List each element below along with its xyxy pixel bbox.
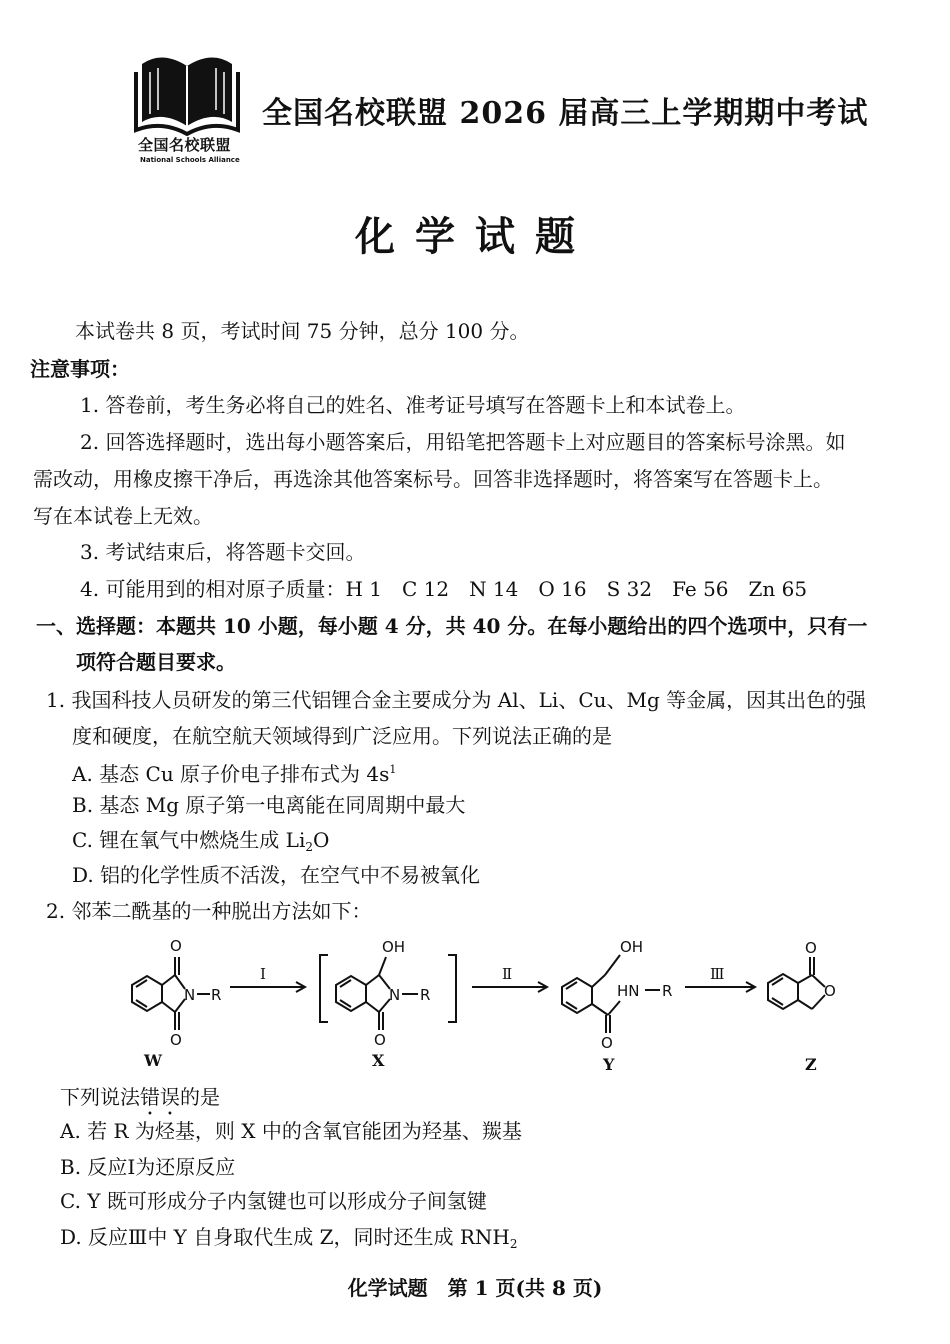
section-1-heading-line1: 一、选择题：本题共 10 小题，每小题 4 分，共 40 分。在每小题给出的四个选项中，只有一 <box>36 614 868 638</box>
y-hydroxyl-label: OH <box>620 938 644 956</box>
w-oxygen-bottom-label: O <box>170 1031 182 1049</box>
page-footer: 化学试题 第 1 页(共 8 页) <box>347 1276 603 1300</box>
notice-heading: 注意事项： <box>30 357 130 381</box>
q1-option-b: B. 基态 Mg 原子第一电离能在同周期中最大 <box>72 793 466 817</box>
subject-title: 化学试题 <box>355 214 595 260</box>
z-ring-oxygen-label: O <box>824 982 836 1000</box>
q2-stem: 2. 邻苯二酰基的一种脱出方法如下： <box>46 899 372 923</box>
q1-option-d: D. 铝的化学性质不活泼，在空气中不易被氧化 <box>72 863 481 887</box>
y-oxygen-label: O <box>601 1034 613 1052</box>
z-carbonyl-oxygen-label: O <box>805 939 817 957</box>
w-oxygen-top-label: O <box>170 937 182 955</box>
step-1-label: Ⅰ <box>260 965 266 983</box>
compound-z-label: Z <box>805 1055 817 1074</box>
q1-option-c: C. 锂在氧气中燃烧生成 $Li_2O$ <box>72 828 330 854</box>
q2-option-b: B. 反应Ⅰ为还原反应 <box>60 1155 236 1179</box>
notice-item-3: 3. 考试结束后，将答题卡交回。 <box>80 540 366 564</box>
reaction-scheme <box>100 925 900 1080</box>
q2-option-d: D. 反应Ⅲ中 Y 自身取代生成 Z，同时还生成 $RNH_2$ <box>60 1225 518 1251</box>
compound-x-label: X <box>372 1051 385 1070</box>
notice-item-2-line3: 写在本试卷上无效。 <box>33 504 213 528</box>
y-amide-label: HN <box>617 982 640 1000</box>
x-hydroxyl-label: OH <box>382 938 406 956</box>
q2-ask: 下列说法错误的是 <box>60 1085 220 1109</box>
logo-text-en: National Schools Alliance <box>140 156 240 164</box>
section-1-heading-line2: 项符合题目要求。 <box>76 650 236 674</box>
q1-stem-line1: 1. 我国科技人员研发的第三代铝锂合金主要成分为 Al、Li、Cu、Mg 等金属，因其出色的强 <box>46 688 867 712</box>
notice-item-4: 4. 可能用到的相对原子质量：H 1 C 12 N 14 O 16 S 32 Fe 56 Zn 65 <box>80 577 808 601</box>
w-r-label: R <box>211 986 222 1004</box>
q2-option-c: C. Y 既可形成分子内氢键也可以形成分子间氢键 <box>60 1189 487 1213</box>
q1-stem-line2: 度和硬度，在航空航天领域得到广泛应用。下列说法正确的是 <box>72 724 612 748</box>
x-oxygen-label: O <box>374 1031 386 1049</box>
x-r-label: R <box>420 986 431 1004</box>
compound-w-label: W <box>144 1051 162 1070</box>
notice-item-2-line2: 需改动，用橡皮擦干净后，再选涂其他答案标号。回答非选择题时，将答案写在答题卡上。 <box>33 467 833 491</box>
q2-option-a: A. 若 R 为烃基，则 X 中的含氧官能团为羟基、羰基 <box>60 1119 522 1143</box>
q1-option-a: A. 基态 Cu 原子价电子排布式为 $4s^1$ <box>72 762 397 786</box>
exam-title: 全国名校联盟 2026 届高三上学期期中考试 <box>262 96 869 131</box>
w-nitrogen-label: N <box>184 986 196 1004</box>
compound-y-label: Y <box>603 1055 615 1074</box>
step-3-label: Ⅲ <box>710 965 725 983</box>
notice-item-2-line1: 2. 回答选择题时，选出每小题答案后，用铅笔把答题卡上对应题目的答案标号涂黑。如 <box>80 430 846 454</box>
q2-ask-emphasis: 错误 <box>140 1085 180 1109</box>
intro-text: 本试卷共 8 页，考试时间 75 分钟，总分 100 分。 <box>75 319 530 343</box>
step-2-label: Ⅱ <box>502 965 513 983</box>
x-nitrogen-label: N <box>389 986 401 1004</box>
logo-text-cn: 全国名校联盟 <box>138 136 232 154</box>
notice-item-1: 1. 答卷前，考生务必将自己的姓名、准考证号填写在答题卡上和本试卷上。 <box>80 393 746 417</box>
y-r-label: R <box>662 982 673 1000</box>
